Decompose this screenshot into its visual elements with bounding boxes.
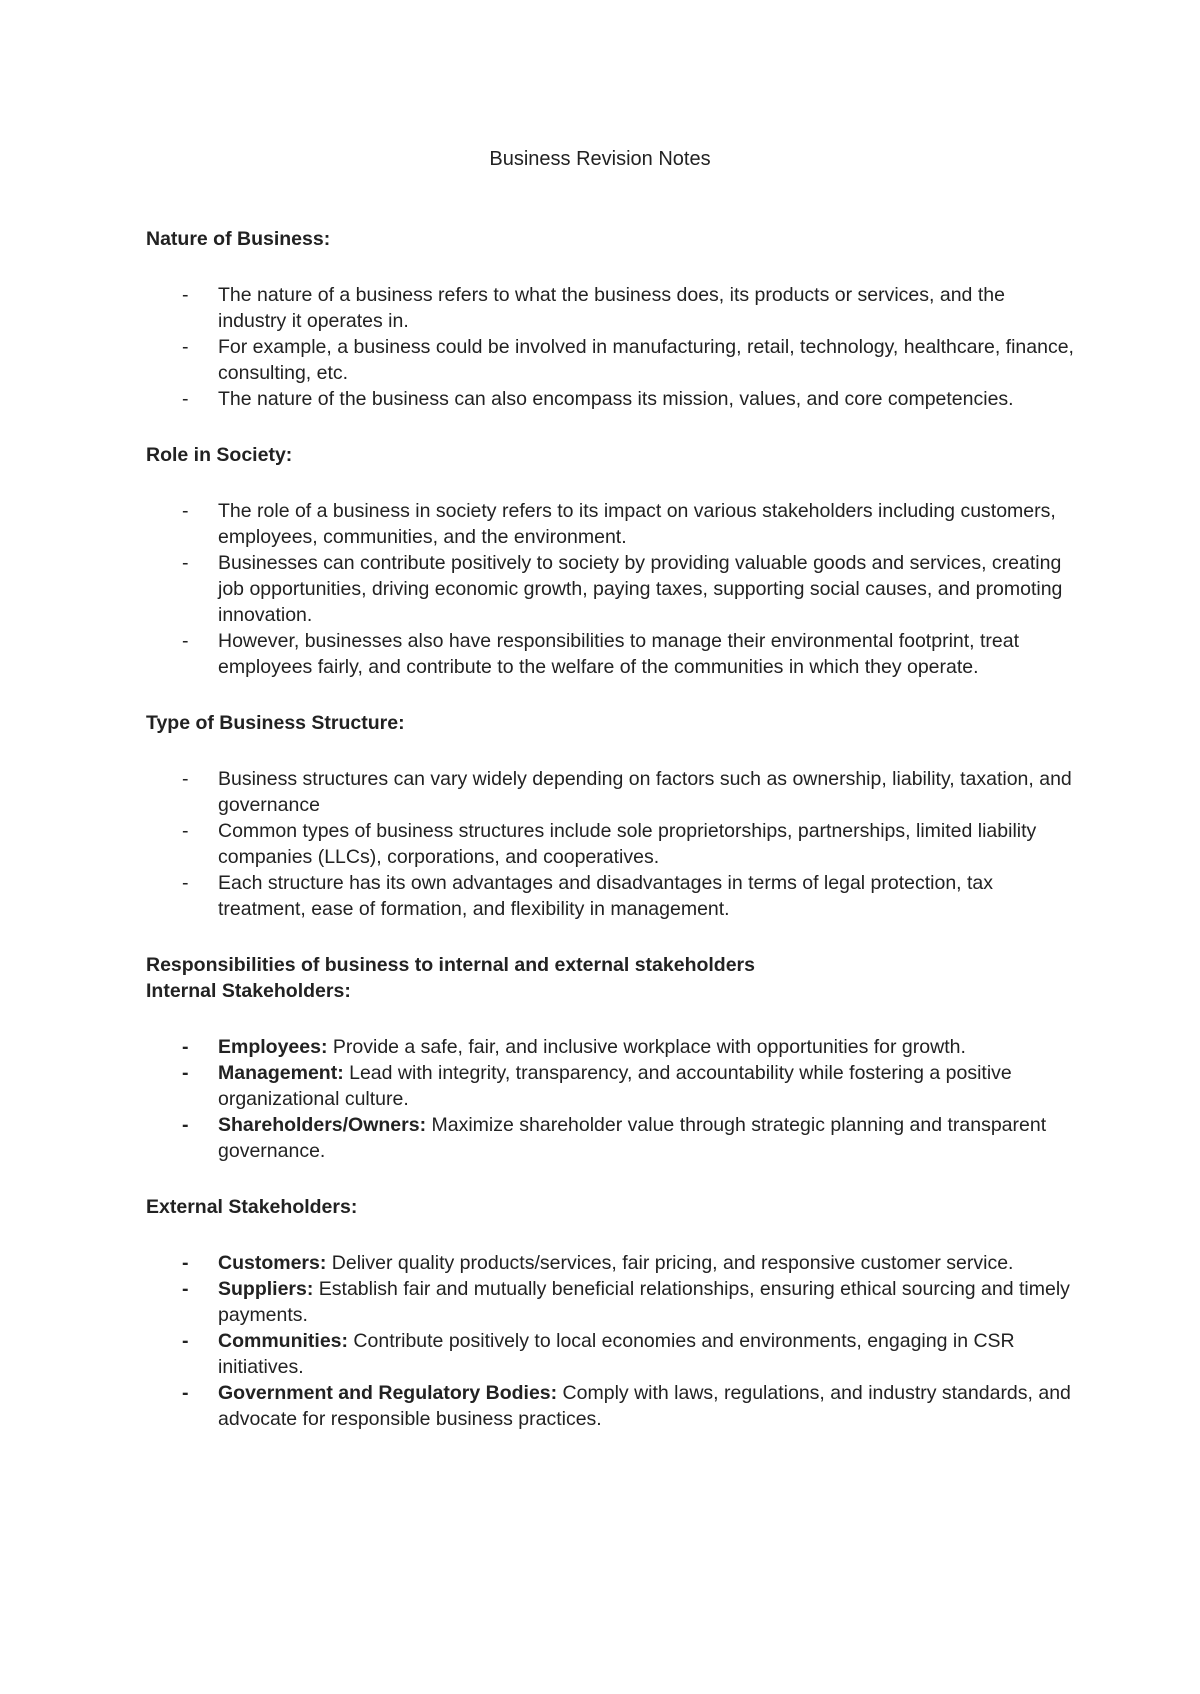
list-item: - Common types of business structures include sole proprietorships, partnerships, limited liability companies (LLCs), corporations, and cooperatives. (182, 820, 1037, 868)
bullet-dash: - (182, 336, 189, 358)
bullet-dash: - (182, 500, 189, 522)
bullet-dash: - (182, 1382, 189, 1404)
document-title: Business Revision Notes (489, 148, 711, 170)
section-heading-structure: Type of Business Structure: (146, 712, 405, 734)
list-item: - Each structure has its own advantages and disadvantages in terms of legal protection, tax treatment, ease of formation, and flexibility in management. (182, 872, 994, 920)
document-body (146, 226, 1076, 1462)
bullet-dash: - (182, 1252, 189, 1274)
role-list (146, 498, 1076, 680)
structure-list (146, 766, 1076, 922)
stakeholder-term: Employees: (218, 1036, 328, 1058)
stakeholder-term: Customers: (218, 1252, 327, 1274)
external-stakeholders-list (146, 1250, 1076, 1432)
list-item: - Shareholders/Owners: Maximize shareholder value through strategic planning and transparent governance. (182, 1114, 1047, 1162)
list-item: - For example, a business could be involved in manufacturing, retail, technology, healthcare, finance, consulting, etc. (182, 336, 1074, 384)
list-item: - Businesses can contribute positively to society by providing valuable goods and services, creating job opportunities, driving economic growth, paying taxes, supporting social causes, and promoting innovation. (182, 552, 1063, 626)
subheading-internal-stakeholders: Internal Stakeholders: (146, 980, 351, 1002)
bullet-dash: - (182, 284, 189, 306)
bullet-dash: - (182, 630, 189, 652)
bullet-dash: - (182, 1114, 189, 1136)
bullet-dash: - (182, 768, 189, 790)
list-item: - Suppliers: Establish fair and mutually beneficial relationships, ensuring ethical sourcing and timely payments. (182, 1278, 1070, 1326)
bullet-dash: - (182, 1330, 189, 1352)
bullet-dash: - (182, 1062, 189, 1084)
stakeholder-term: Suppliers: (218, 1278, 314, 1300)
list-item: - Management: Lead with integrity, transparency, and accountability while fostering a positive organizational culture. (182, 1062, 1012, 1110)
list-item: - However, businesses also have responsibilities to manage their environmental footprint, treat employees fairly, and contribute to the welfare of the communities in which they operate. (182, 630, 1020, 678)
list-item: - The nature of the business can also encompass its mission, values, and core competencies. (182, 388, 1014, 410)
list-item: - Business structures can vary widely depending on factors such as ownership, liability, taxation, and governance (182, 768, 1072, 816)
stakeholder-term: Government and Regulatory Bodies: (218, 1382, 558, 1404)
internal-stakeholders-list (146, 1034, 1076, 1164)
list-item: - Communities: Contribute positively to local economies and environments, engaging in CSR initiatives. (182, 1330, 1015, 1378)
list-item: - Customers: Deliver quality products/services, fair pricing, and responsive customer service. (182, 1252, 1014, 1274)
list-item: - Government and Regulatory Bodies: Comply with laws, regulations, and industry standards, and advocate for responsible business practices. (182, 1382, 1071, 1430)
section-heading-responsibilities: Responsibilities of business to internal and external stakeholders (146, 954, 755, 976)
list-item: - The role of a business in society refers to its impact on various stakeholders including customers, employees, communities, and the environment. (182, 500, 1056, 548)
section-heading-role: Role in Society: (146, 444, 293, 466)
nature-list (146, 282, 1076, 412)
bullet-dash: - (182, 552, 189, 574)
stakeholder-term: Communities: (218, 1330, 349, 1352)
subheading-external-stakeholders: External Stakeholders: (146, 1196, 358, 1218)
bullet-dash: - (182, 1278, 189, 1300)
bullet-dash: - (182, 872, 189, 894)
stakeholder-term: Management: (218, 1062, 344, 1084)
list-item: - Employees: Provide a safe, fair, and inclusive workplace with opportunities for growth. (182, 1036, 966, 1058)
bullet-dash: - (182, 820, 189, 842)
bullet-dash: - (182, 1036, 189, 1058)
stakeholder-term: Shareholders/Owners: (218, 1114, 427, 1136)
list-item: - The nature of a business refers to what the business does, its products or services, and the industry it operates in. (182, 284, 1005, 332)
bullet-dash: - (182, 388, 189, 410)
section-heading-nature: Nature of Business: (146, 228, 331, 250)
